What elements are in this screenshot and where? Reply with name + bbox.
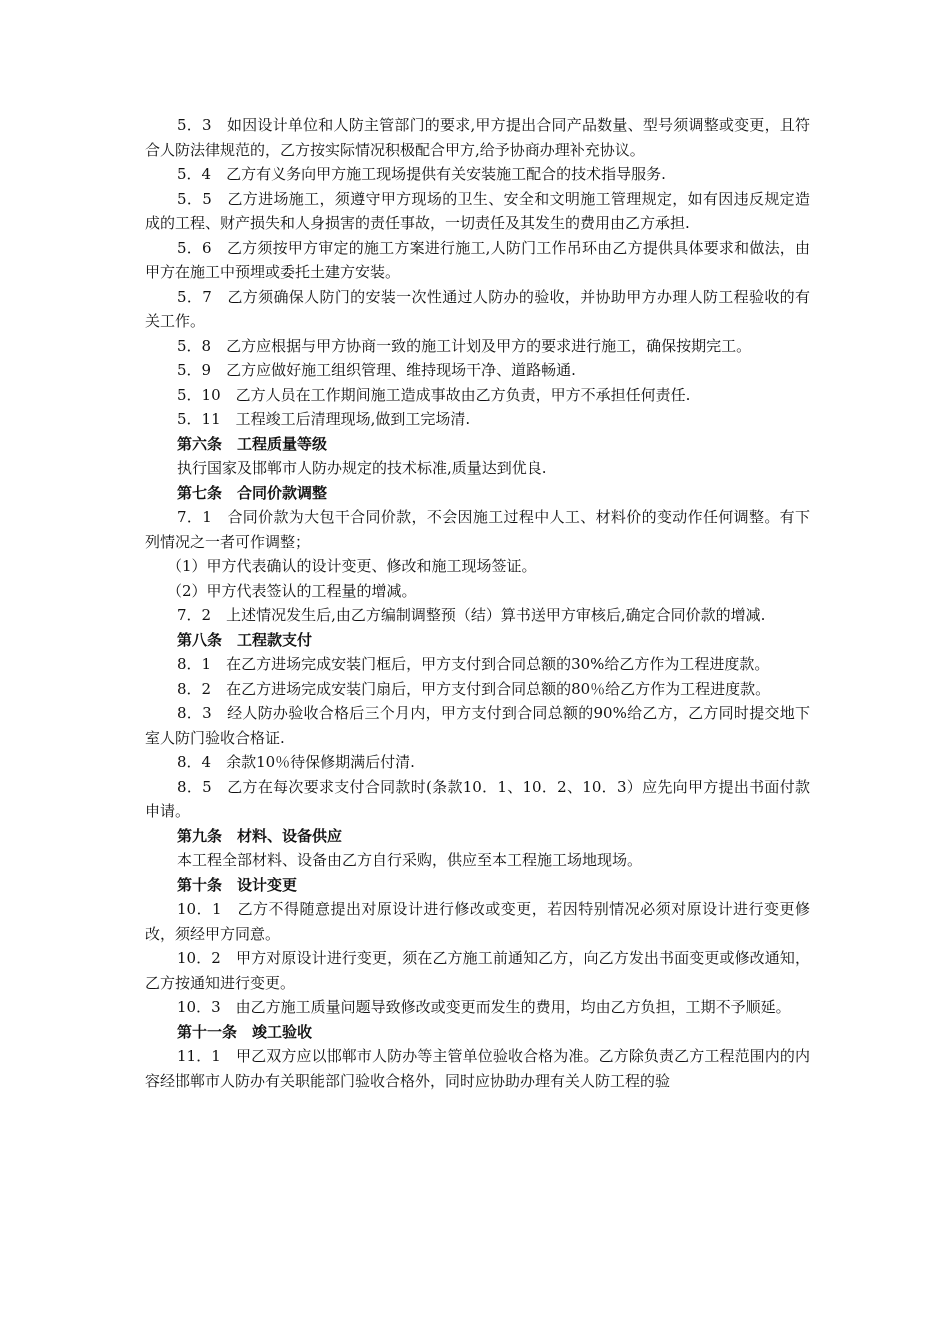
clause-5-8: 5．8 乙方应根据与甲方协商一致的施工计划及甲方的要求进行施工，确保按期完工。 [177, 336, 752, 355]
article-6-body: 执行国家及邯郸市人防办规定的技术标准,质量达到优良. [177, 459, 547, 477]
clause-10-2: 10．2 甲方对原设计进行变更，须在乙方施工前通知乙方，向乙方发出书面变更或修改通知，乙方按通知进行变更。 [145, 949, 810, 992]
clause-11-1: 11．1 甲乙双方应以邯郸市人防办等主管单位验收合格为准。乙方除负责乙方工程范围内的内容经邯郸市人防办有关职能部门验收合格外，同时应协助办理有关人防工程的验 [145, 1047, 810, 1090]
article-9-body: 本工程全部材料、设备由乙方自行采购，供应至本工程施工场地现场。 [177, 851, 643, 869]
clause-8-3: 8．3 经人防办验收合格后三个月内，甲方支付到合同总额的90%给乙方，乙方同时提交地下室人防门验收合格证. [145, 704, 810, 747]
clause-8-1: 8．1 在乙方进场完成安装门框后，甲方支付到合同总额的30%给乙方作为工程进度款。 [177, 655, 770, 673]
article-10-heading: 第十条 设计变更 [177, 875, 298, 894]
clause-5-7: 5．7 乙方须确保人防门的安装一次性通过人防办的验收，并协助甲方办理人防工程验收的有关工作。 [145, 287, 810, 330]
clause-7-1-item-1: （1）甲方代表确认的设计变更、修改和施工现场签证。 [167, 557, 537, 575]
clause-8-2: 8．2 在乙方进场完成安装门扇后，甲方支付到合同总额的80％给乙方作为工程进度款。 [177, 679, 771, 698]
clause-7-1-item-2: （2）甲方代表签认的工程量的增减。 [167, 581, 417, 600]
clause-5-9: 5．9 乙方应做好施工组织管理、维持现场干净、道路畅通. [177, 361, 576, 379]
article-7-heading: 第七条 合同价款调整 [177, 483, 328, 502]
clause-7-1: 7．1 合同价款为大包干合同价款，不会因施工过程中人工、材料价的变动作任何调整。有下列情况之一者可作调整； [145, 508, 810, 551]
clause-5-10: 5．10 乙方人员在工作期间施工造成事故由乙方负责，甲方不承担任何责任. [177, 385, 691, 404]
clause-10-3: 10．3 由乙方施工质量问题导致修改或变更而发生的费用，均由乙方负担，工期不予顺延。 [177, 998, 791, 1016]
clause-5-6: 5．6 乙方须按甲方审定的施工方案进行施工,人防门工作吊环由乙方提供具体要求和做法，由甲方在施工中预埋或委托土建方安装。 [145, 238, 810, 281]
clause-7-2: 7．2 上述情况发生后,由乙方编制调整预（结）算书送甲方审核后,确定合同价款的增减. [177, 606, 766, 624]
article-11-heading: 第十一条 竣工验收 [177, 1022, 313, 1041]
article-8-heading: 第八条 工程款支付 [177, 630, 313, 649]
clause-8-4: 8．4 余款10％待保修期满后付清. [177, 753, 415, 771]
clause-8-5: 8．5 乙方在每次要求支付合同款时(条款10．1、10．2、10．3）应先向甲方提出书面付款申请。 [145, 777, 810, 820]
clause-10-1: 10．1 乙方不得随意提出对原设计进行修改或变更，若因特别情况必须对原设计进行变更修改，须经甲方同意。 [145, 900, 810, 943]
article-9-heading: 第九条 材料、设备供应 [177, 826, 343, 845]
clause-5-11: 5．11 工程竣工后清理现场,做到工完场清. [177, 410, 471, 428]
clause-5-3: 5．3 如因设计单位和人防主管部门的要求,甲方提出合同产品数量、型号须调整或变更，且符合人防法律规范的，乙方按实际情况积极配合甲方,给予协商办理补充协议。 [145, 116, 810, 159]
article-6-heading: 第六条 工程质量等级 [177, 434, 328, 453]
clause-5-4: 5．4 乙方有义务向甲方施工现场提供有关安装施工配合的技术指导服务. [177, 165, 666, 183]
clause-5-5: 5．5 乙方进场施工，须遵守甲方现场的卫生、安全和文明施工管理规定，如有因违反规定造成的工程、财产损失和人身损害的责任事故，一切责任及其发生的费用由乙方承担. [145, 189, 810, 232]
